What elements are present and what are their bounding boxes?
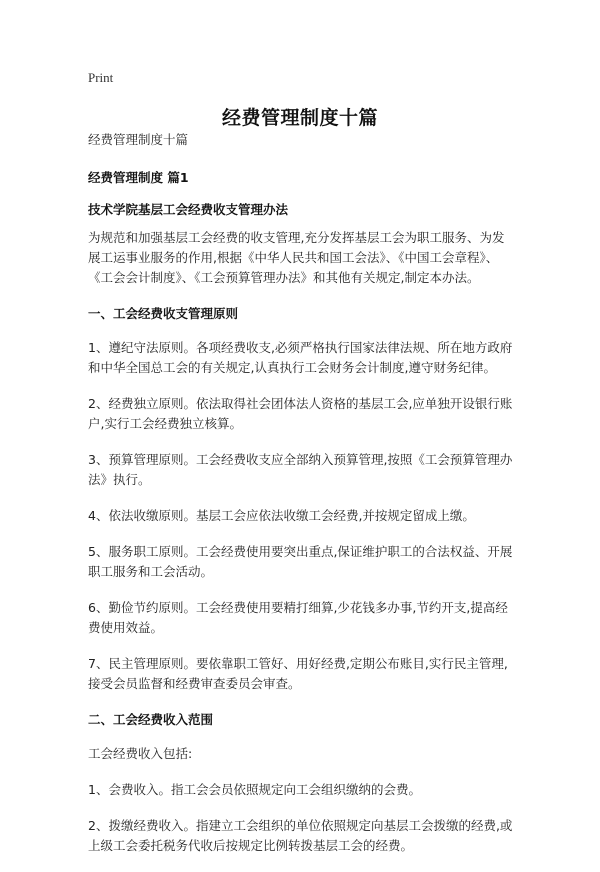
principle-item: 7、民主管理原则。要依靠职工管好、用好经费,定期公布账目,实行民主管理,接受会员监督和经费审查委员会审查。 [88,656,508,691]
chapter-heading-income: 二、工会经费收入范围 [88,712,214,727]
principle-item: 4、依法收缴原则。基层工会应依法收缴工会经费,并按规定留成上缴。 [88,508,475,523]
page-title: 经费管理制度十篇 [221,107,378,129]
chapter-heading-principles: 一、工会经费收支管理原则 [88,306,239,321]
income-item: 2、拨缴经费收入。指建立工会组织的单位依照规定向基层工会拨缴的经费,或上级工会委托税务代收后按规定比例转拨基层工会的经费。 [88,818,513,853]
section-heading: 经费管理制度 篇1 [88,170,189,185]
principle-item: 5、服务职工原则。工会经费使用要突出重点,保证维护职工的合法权益、开展职工服务和工会活动。 [88,544,513,579]
principle-item: 3、预算管理原则。工会经费收支应全部纳入预算管理,按照《工会预算管理办法》执行。 [88,452,513,487]
print-link[interactable]: Print [88,70,114,85]
document-body [88,130,516,872]
principle-item: 2、经费独立原则。依法取得社会团体法人资格的基层工会,应单独开设银行账户,实行工会经费独立核算。 [88,396,513,431]
article-title: 技术学院基层工会经费收支管理办法 [88,202,289,217]
document-subtitle: 经费管理制度十篇 [88,132,189,147]
principle-item: 6、勤俭节约原则。工会经费使用要精打细算,少花钱多办事,节约开支,提高经费使用效益。 [88,600,508,635]
principle-item: 1、遵纪守法原则。各项经费收支,必须严格执行国家法律法规、所在地方政府和中华全国总工会的有关规定,认真执行工会财务会计制度,遵守财务纪律。 [88,340,513,375]
income-item: 1、会费收入。指工会会员依照规定向工会组织缴纳的会费。 [88,782,421,797]
income-lead: 工会经费收入包括: [88,746,193,761]
intro-paragraph: 为规范和加强基层工会经费的收支管理,充分发挥基层工会为职工服务、为发展工运事业服务的作用,根据《中华人民共和国工会法》、《中国工会章程》、《工会会计制度》、《工会预算管理办法》和其他有关规定,制定本办法。 [88,230,505,285]
